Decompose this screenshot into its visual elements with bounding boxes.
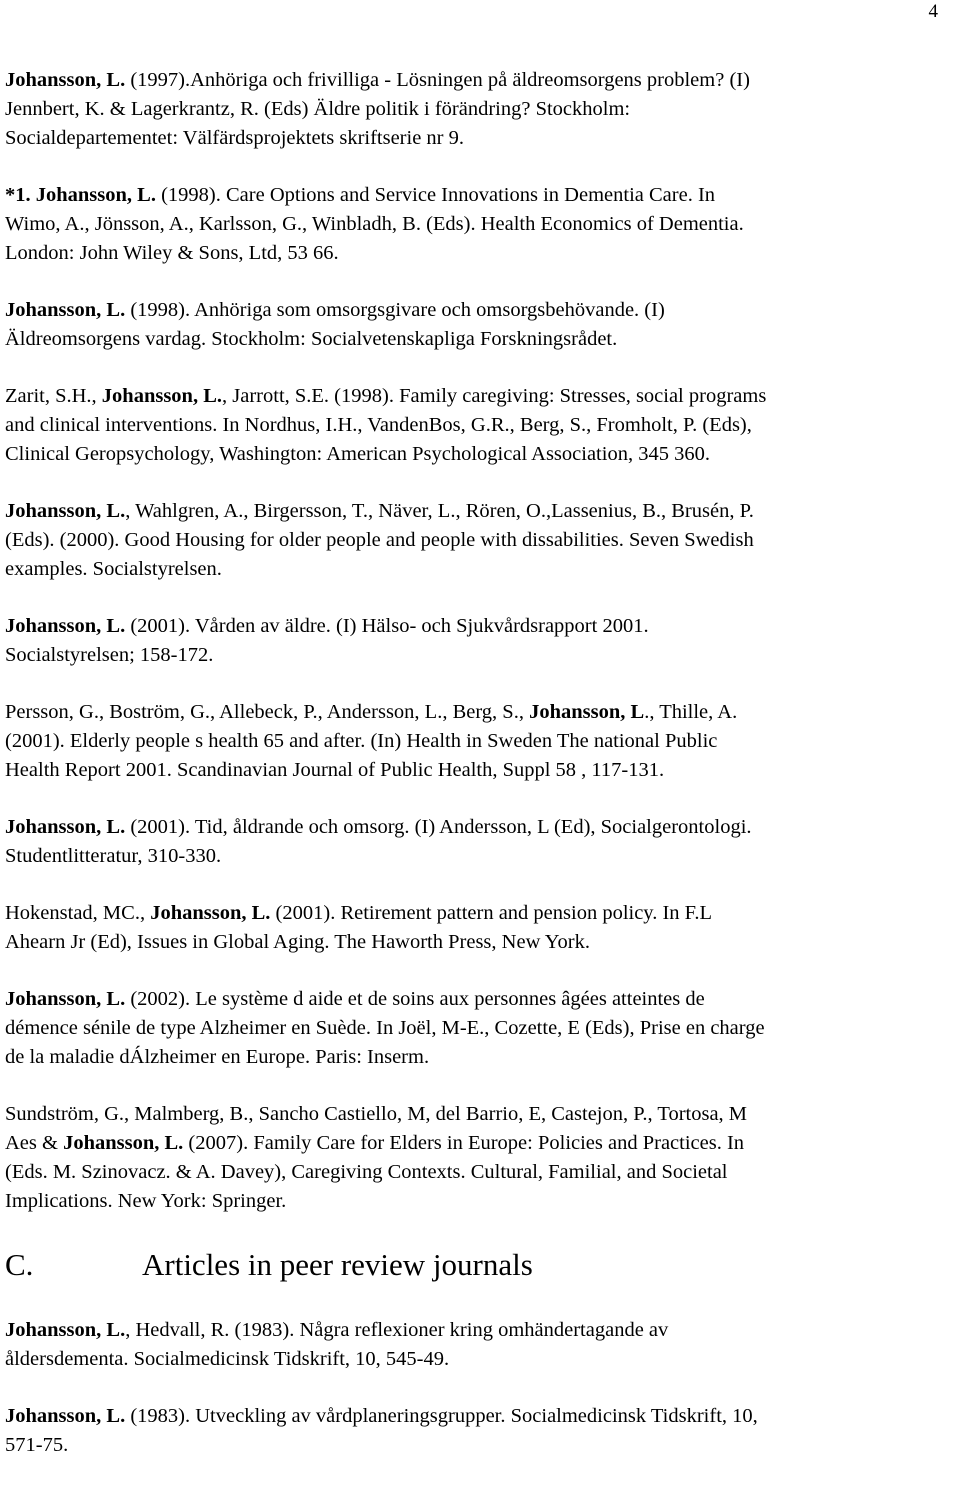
reference-list [5, 66, 950, 1216]
author-highlight: Johansson, L. [101, 385, 223, 407]
reference-line [5, 526, 950, 555]
reference-text: Äldreomsorgens vardag. Stockholm: Socialvetenskapliga Forskningsrådet. [5, 328, 618, 350]
reference-line [5, 641, 950, 670]
reference-line [5, 813, 950, 842]
reference-text: Sundström, G., Malmberg, B., Sancho Castiello, M, del Barrio, E, Castejon, P., Tortosa, M [5, 1103, 748, 1125]
reference-line [5, 842, 950, 871]
page-number: 4 [928, 1, 938, 22]
reference-line [5, 1158, 950, 1187]
author-highlight: *1. Johansson, L. [5, 184, 156, 206]
section-heading [5, 1247, 950, 1283]
reference-text: (1983). Utveckling av vårdplaneringsgrupper. Socialmedicinsk Tidskrift, 10, [125, 1405, 758, 1427]
reference-line [5, 928, 950, 957]
reference-text: Persson, G., Boström, G., Allebeck, P., Andersson, L., Berg, S., [5, 701, 530, 723]
author-highlight: Johansson, L. [5, 500, 126, 522]
reference-entry [5, 382, 950, 469]
reference-line [5, 1129, 950, 1158]
reference-line [5, 124, 950, 153]
reference-text: (2001). Elderly people s health 65 and after. (In) Health in Sweden The national Public [5, 730, 718, 752]
reference-text: 571-75. [5, 1434, 69, 1456]
reference-text: London: John Wiley & Sons, Ltd, 53 66. [5, 242, 339, 264]
reference-line [5, 985, 950, 1014]
reference-entry [5, 1402, 950, 1460]
reference-list-articles [5, 1316, 950, 1460]
reference-line [5, 1316, 950, 1345]
reference-entry [5, 296, 950, 354]
reference-entry [5, 698, 950, 785]
reference-text: (2002). Le système d aide et de soins aux personnes âgées atteintes de [125, 988, 705, 1010]
reference-text: Health Report 2001. Scandinavian Journal of Public Health, Suppl 58 , 117-131. [5, 759, 665, 781]
reference-text: (2007). Family Care for Elders in Europe: Policies and Practices. In [183, 1132, 745, 1154]
author-highlight: Johansson, L. [5, 988, 126, 1010]
reference-entry [5, 181, 950, 268]
reference-text: (Eds. M. Szinovacz. & A. Davey), Caregiving Contexts. Cultural, Familial, and Societal [5, 1161, 728, 1183]
reference-text: , Hedvall, R. (1983). Några reflexioner kring omhändertagande av [125, 1319, 669, 1341]
reference-text: (1998). Anhöriga som omsorgsgivare och omsorgsbehövande. (I) [125, 299, 665, 321]
reference-text: (1997).Anhöriga och frivilliga - Lösningen på äldreomsorgens problem? (I) [125, 69, 750, 91]
reference-text: de la maladie dÁlzheimer en Europe. Paris: Inserm. [5, 1046, 430, 1068]
reference-entry [5, 899, 950, 957]
author-highlight: Johansson, L. [63, 1132, 184, 1154]
reference-line [5, 899, 950, 928]
reference-text: examples. Socialstyrelsen. [5, 558, 222, 580]
reference-text: , Wahlgren, A., Birgersson, T., Näver, L., Rören, O.,Lassenius, B., Brusén, P. [125, 500, 754, 522]
reference-entry [5, 497, 950, 584]
reference-line [5, 1014, 950, 1043]
author-highlight: Johansson, L. [5, 1405, 126, 1427]
reference-line [5, 1187, 950, 1216]
reference-text: Socialstyrelsen; 158-172. [5, 644, 214, 666]
reference-text: Jennbert, K. & Lagerkrantz, R. (Eds) Äldre politik i förändring? Stockholm: [5, 98, 631, 120]
reference-entry [5, 1100, 950, 1216]
reference-line [5, 1100, 950, 1129]
reference-line [5, 1431, 950, 1460]
reference-line [5, 727, 950, 756]
reference-text: démence sénile de type Alzheimer en Suède. In Joël, M-E., Cozette, E (Eds), Prise en charge [5, 1017, 765, 1039]
reference-line [5, 612, 950, 641]
reference-line [5, 411, 950, 440]
reference-text: Hokenstad, MC., [5, 902, 151, 924]
reference-line [5, 210, 950, 239]
reference-line [5, 239, 950, 268]
reference-entry [5, 66, 950, 153]
reference-entry [5, 813, 950, 871]
reference-text: Ahearn Jr (Ed), Issues in Global Aging. The Haworth Press, New York. [5, 931, 590, 953]
author-highlight: Johansson, L. [5, 69, 126, 91]
reference-line [5, 325, 950, 354]
reference-line [5, 1402, 950, 1431]
reference-line [5, 698, 950, 727]
reference-line [5, 756, 950, 785]
reference-line [5, 440, 950, 469]
reference-text: (1998). Care Options and Service Innovations in Dementia Care. In [155, 184, 716, 206]
reference-entry [5, 612, 950, 670]
reference-entry [5, 1316, 950, 1374]
reference-text: åldersdementa. Socialmedicinsk Tidskrift, 10, 545-49. [5, 1348, 450, 1370]
reference-text: ., Thille, A. [644, 701, 738, 723]
reference-entry [5, 985, 950, 1072]
author-highlight: Johansson, L. [5, 816, 126, 838]
reference-text: and clinical interventions. In Nordhus, I.H., VandenBos, G.R., Berg, S., Fromholt, P. (Eds), [5, 414, 752, 436]
reference-text: (2001). Tid, åldrande och omsorg. (I) Andersson, L (Ed), Socialgerontologi. [125, 816, 752, 838]
document-body [5, 66, 950, 1488]
reference-line [5, 296, 950, 325]
author-highlight: Johansson, L. [150, 902, 271, 924]
reference-text: Clinical Geropsychology, Washington: American Psychological Association, 345 360. [5, 443, 710, 465]
author-highlight: Johansson, L. [5, 299, 126, 321]
reference-line [5, 497, 950, 526]
reference-text: (2001). Retirement pattern and pension policy. In F.L [270, 902, 713, 924]
reference-text: (Eds). (2000). Good Housing for older people and people with dissabilities. Seven Swedish [5, 529, 754, 551]
author-highlight: Johansson, L [529, 701, 645, 723]
reference-line [5, 181, 950, 210]
reference-text: (2001). Vården av äldre. (I) Hälso- och Sjukvårdsrapport 2001. [125, 615, 649, 637]
section-title: Articles in peer review journals [142, 1247, 533, 1282]
reference-line [5, 66, 950, 95]
reference-line [5, 1345, 950, 1374]
reference-text: Implications. New York: Springer. [5, 1190, 287, 1212]
reference-line [5, 555, 950, 584]
reference-text: Studentlitteratur, 310-330. [5, 845, 222, 867]
reference-text: Zarit, S.H., [5, 385, 102, 407]
reference-text: , Jarrott, S.E. (1998). Family caregiving: Stresses, social programs [222, 385, 767, 407]
section-letter: C. [5, 1247, 34, 1282]
reference-line [5, 1043, 950, 1072]
reference-line [5, 95, 950, 124]
author-highlight: Johansson, L. [5, 1319, 126, 1341]
reference-text: Socialdepartementet: Välfärdsprojektets skriftserie nr 9. [5, 127, 465, 149]
reference-line [5, 382, 950, 411]
reference-text: Aes & [5, 1132, 64, 1154]
reference-text: Wimo, A., Jönsson, A., Karlsson, G., Winbladh, B. (Eds). Health Economics of Dementia. [5, 213, 744, 235]
author-highlight: Johansson, L. [5, 615, 126, 637]
